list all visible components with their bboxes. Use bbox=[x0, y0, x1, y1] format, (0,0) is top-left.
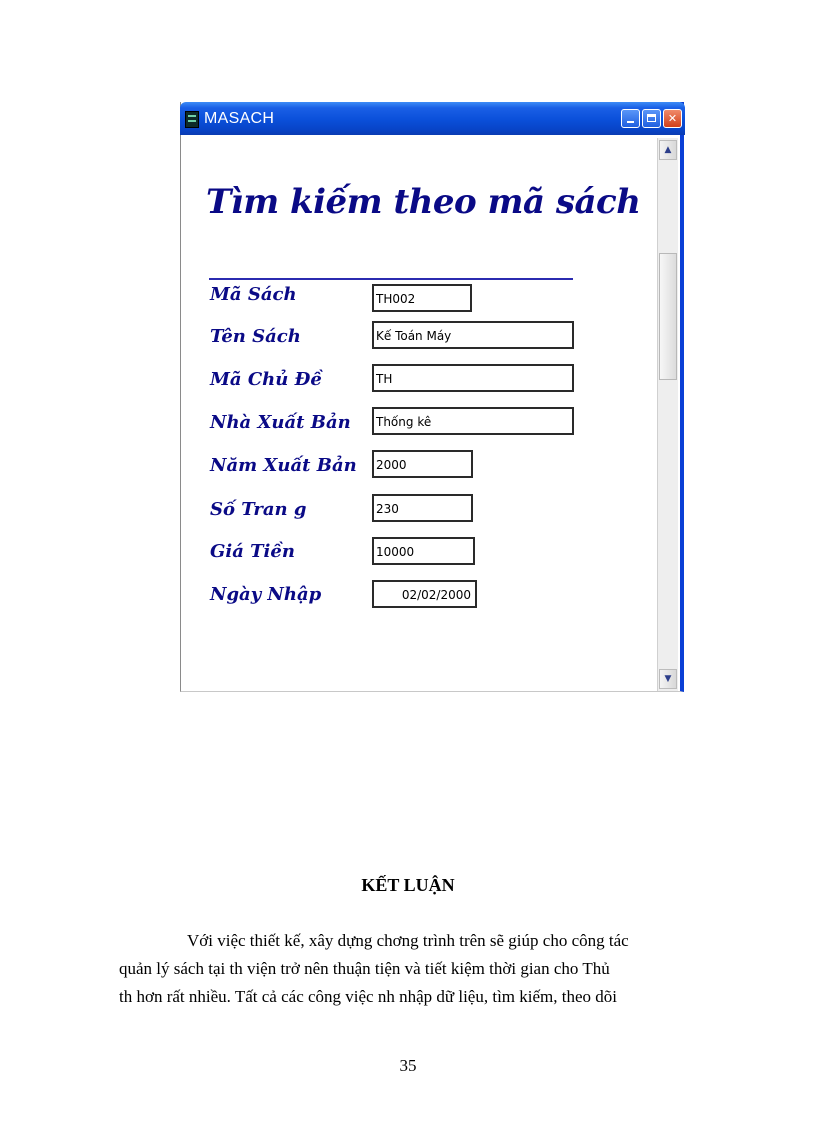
scroll-up-arrow-icon[interactable]: ▲ bbox=[659, 140, 677, 160]
ngay-nhap-field[interactable]: 02/02/2000 bbox=[372, 580, 477, 608]
paragraph-line-3: th hơn rất nhiều. Tất cả các công việc nh nhập dữ liệu, tìm kiếm, theo dõi bbox=[119, 987, 617, 1006]
ma-sach-field[interactable]: TH002 bbox=[372, 284, 472, 312]
scrollbar-thumb[interactable] bbox=[659, 253, 677, 380]
gia-tien-field[interactable]: 10000 bbox=[372, 537, 475, 565]
window-title: MASACH bbox=[204, 110, 275, 127]
section-heading: KẾT LUẬN bbox=[361, 875, 455, 895]
paragraph-line-1: Với việc thiết kế, xây dựng chơng trình trên sẽ giúp cho công tác bbox=[187, 931, 629, 950]
ten-sach-field[interactable]: Kế Toán Máy bbox=[372, 321, 574, 349]
title-bar[interactable] bbox=[180, 102, 685, 135]
label-ngay-nhap: Ngày Nhập bbox=[210, 584, 322, 605]
vertical-scrollbar[interactable] bbox=[657, 138, 678, 691]
close-button[interactable] bbox=[663, 109, 682, 128]
page-number: 35 bbox=[399, 1056, 417, 1075]
maximize-button[interactable] bbox=[642, 109, 661, 128]
label-gia-tien: Giá Tiền bbox=[210, 541, 295, 562]
nam-xuat-ban-field[interactable]: 2000 bbox=[372, 450, 473, 478]
paragraph-line-2: quản lý sách tại th viện trở nên thuận tiện và tiết kiệm thời gian cho Thủ bbox=[119, 959, 610, 978]
ma-chu-de-field[interactable]: TH bbox=[372, 364, 574, 392]
so-trang-field[interactable]: 230 bbox=[372, 494, 473, 522]
maximize-icon bbox=[647, 114, 656, 122]
label-ma-sach: Mã Sách bbox=[210, 284, 297, 305]
scroll-down-arrow-icon[interactable]: ▼ bbox=[659, 669, 677, 689]
nha-xuat-ban-field[interactable]: Thống kê bbox=[372, 407, 574, 435]
minimize-button[interactable] bbox=[621, 109, 640, 128]
label-nha-xuat-ban: Nhà Xuất Bản bbox=[210, 412, 351, 433]
masach-window bbox=[180, 102, 684, 692]
app-icon bbox=[185, 111, 199, 128]
label-ma-chu-de: Mã Chủ Đề bbox=[210, 369, 322, 390]
form-heading: Tìm kiếm theo mã sách bbox=[206, 182, 641, 222]
minimize-icon bbox=[627, 121, 634, 123]
heading-divider bbox=[209, 278, 573, 280]
label-nam-xuat-ban: Năm Xuất Bản bbox=[210, 455, 357, 476]
label-ten-sach: Tên Sách bbox=[210, 326, 301, 347]
close-icon: ✕ bbox=[667, 112, 678, 125]
label-so-trang: Số Tran g bbox=[210, 499, 307, 520]
